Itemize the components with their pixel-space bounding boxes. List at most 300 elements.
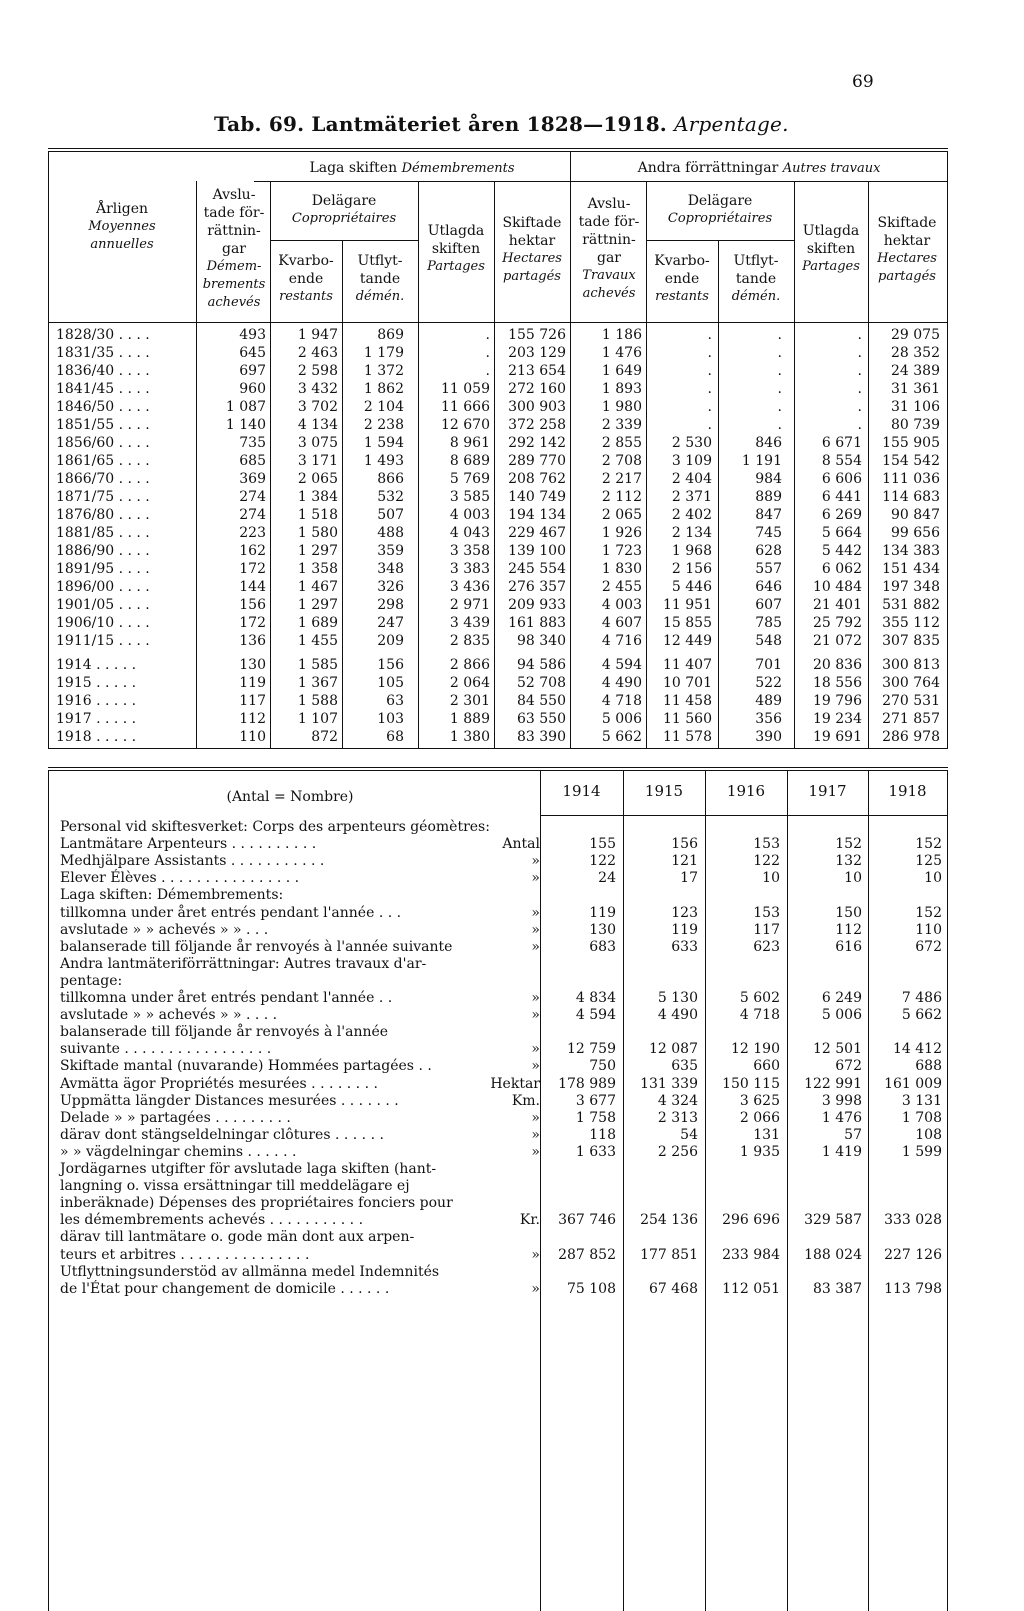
table-cell: 2 339 — [601, 417, 642, 433]
table-cell: 1 140 — [225, 417, 266, 433]
table-cell: 14 412 — [893, 1041, 942, 1058]
table-cell: 1 689 — [297, 615, 338, 631]
table-cell: 1 862 — [363, 381, 404, 397]
table-cell: 10 — [762, 870, 780, 887]
table-cell: 19 796 — [813, 693, 862, 709]
row-unit: Antal — [502, 836, 540, 853]
g2-skiftade-header: partagés — [878, 269, 936, 284]
table-cell: 531 882 — [882, 597, 940, 613]
table-cell: 20 836 — [813, 657, 862, 673]
g2-utlagda-header: Utlagda — [802, 223, 860, 239]
table-cell: 348 — [377, 561, 404, 577]
table-cell: 132 — [835, 853, 862, 870]
table-cell: 162 — [239, 543, 266, 559]
table-cell: 136 — [239, 633, 266, 649]
column-rule — [540, 771, 541, 1611]
table-cell: 11 059 — [441, 381, 490, 397]
table-cell: 623 — [753, 938, 780, 955]
g1-col1-header: brements — [202, 277, 266, 292]
table-cell: 4 834 — [575, 990, 616, 1006]
table-cell: 11 560 — [663, 711, 712, 727]
row-label: Medhjälpare Assistants . . . . . . . . . . . — [60, 853, 325, 870]
table-cell: 245 554 — [508, 561, 566, 577]
row-unit: Kr. — [519, 1212, 540, 1229]
table-cell: 24 — [598, 870, 616, 887]
table-cell: 122 — [753, 853, 780, 870]
table-cell: 17 — [680, 870, 698, 887]
table-cell: 356 — [755, 711, 782, 727]
table-cell: 150 — [835, 904, 862, 921]
table-cell: 21 401 — [813, 597, 862, 613]
table-cell: . — [485, 363, 490, 379]
table-cell: 522 — [755, 675, 782, 691]
column-rule — [48, 152, 49, 748]
g2-col1-header: achevés — [582, 286, 636, 301]
table-cell: 1 633 — [575, 1143, 616, 1160]
table-cell: 271 857 — [882, 711, 940, 727]
row-label: langning o. vissa ersättningar till meddelägare ej — [60, 1178, 410, 1195]
table-cell: 369 — [239, 471, 266, 487]
table-cell: 869 — [377, 327, 404, 343]
g2-skiftade-header: Hectares — [877, 251, 937, 266]
table-cell: 2 404 — [671, 471, 712, 487]
table-cell: 11 458 — [663, 693, 712, 709]
table-cell: 307 835 — [882, 633, 940, 649]
year-label: 1917 . . . . . — [56, 711, 137, 727]
table-cell: 1 372 — [363, 363, 404, 379]
table-cell: 333 028 — [884, 1212, 942, 1229]
table-cell: 11 407 — [663, 657, 712, 673]
row-unit: Km. — [511, 1092, 540, 1109]
table-cell: 2 866 — [449, 657, 490, 673]
table-cell: 3 702 — [297, 399, 338, 415]
table-cell: 130 — [589, 921, 616, 938]
table-cell: 117 — [239, 693, 266, 709]
year-label: 1918 . . . . . — [56, 729, 137, 745]
year-header: 1914 — [562, 782, 601, 800]
table-cell: 4 003 — [449, 507, 490, 523]
table-cell: 2 301 — [449, 693, 490, 709]
year-label: 1836/40 . . . . — [56, 363, 150, 379]
year-label: 1886/90 . . . . — [56, 543, 150, 559]
table-cell: 209 933 — [508, 597, 566, 613]
table-cell: 296 696 — [722, 1212, 780, 1229]
table-cell: 326 — [377, 579, 404, 595]
g2-kvarbo-header: restants — [655, 289, 709, 304]
table-cell: 685 — [239, 453, 266, 469]
g1-skiftade-header: Skiftade — [502, 215, 562, 231]
delagare1-rule — [270, 240, 418, 241]
group2-sv: Andra förrättningar — [637, 160, 779, 176]
row-unit: » — [531, 1246, 540, 1263]
g1-utlagda-header: Utlagda — [427, 223, 485, 239]
table-cell: 660 — [753, 1058, 780, 1075]
table-cell: 2 066 — [739, 1109, 780, 1126]
table-cell: 1 297 — [297, 597, 338, 613]
table-cell: 2 064 — [449, 675, 490, 691]
table-cell: 10 701 — [663, 675, 712, 691]
table-cell: 2 134 — [671, 525, 712, 541]
table-cell: . — [707, 363, 712, 379]
table-cell: 532 — [377, 489, 404, 505]
table-cell: 2 112 — [601, 489, 642, 505]
g2-kvarbo-header: ende — [664, 271, 700, 287]
title-french: Arpentage. — [674, 112, 789, 136]
table-cell: 1 518 — [297, 507, 338, 523]
row-label: Avmätta ägor Propriétés mesurées . . . . . . . . — [60, 1075, 378, 1092]
row-label: Laga skiften: Démembrements: — [60, 887, 284, 904]
g2-col1-header: Avslu- — [587, 196, 631, 212]
row-unit: » — [531, 1007, 540, 1024]
table-cell: 112 — [835, 921, 862, 938]
table-cell: 209 — [377, 633, 404, 649]
table-cell: 750 — [589, 1058, 616, 1075]
row-unit: » — [531, 1143, 540, 1160]
year-label: 1861/65 . . . . — [56, 453, 150, 469]
row-label: Elever Élèves . . . . . . . . . . . . . . . . — [60, 870, 300, 887]
table-cell: 11 666 — [441, 399, 490, 415]
table-cell: 3 131 — [901, 1092, 942, 1109]
table-cell: 548 — [755, 633, 782, 649]
table-cell: 984 — [755, 471, 782, 487]
year-label: 1876/80 . . . . — [56, 507, 150, 523]
table-cell: 1 594 — [363, 435, 404, 451]
row-label: Personal vid skiftesverket: Corps des arpenteurs géomètres: — [60, 819, 490, 835]
table-cell: 2 313 — [657, 1109, 698, 1126]
table-cell: 2 402 — [671, 507, 712, 523]
table-cell: 11 951 — [663, 597, 712, 613]
table-cell: . — [777, 399, 782, 415]
table-cell: . — [857, 363, 862, 379]
table-cell: 28 352 — [891, 345, 940, 361]
table-cell: 1 367 — [297, 675, 338, 691]
table-cell: 12 087 — [649, 1041, 698, 1058]
g1-col1-header: Avslu- — [212, 187, 256, 203]
year-label: 1906/10 . . . . — [56, 615, 150, 631]
table-cell: 3 439 — [449, 615, 490, 631]
g1-col1-header: achevés — [207, 295, 261, 310]
table-cell: 2 598 — [297, 363, 338, 379]
table-cell: 960 — [239, 381, 266, 397]
table-cell: 227 126 — [884, 1246, 942, 1263]
table-cell: 156 — [671, 836, 698, 853]
header-bottom-rule — [48, 322, 948, 323]
stub-header: annuelles — [90, 237, 154, 252]
year-label: 1881/85 . . . . — [56, 525, 150, 541]
column-rule — [623, 771, 624, 1611]
table-cell: 1 419 — [821, 1143, 862, 1160]
table-cell: 1 107 — [297, 711, 338, 727]
table-cell: 4 134 — [297, 417, 338, 433]
table-cell: 31 106 — [891, 399, 940, 415]
row-label: suivante . . . . . . . . . . . . . . . . . — [60, 1041, 272, 1058]
table-cell: 489 — [755, 693, 782, 709]
table-cell: 1 758 — [575, 1109, 616, 1126]
table-cell: 223 — [239, 525, 266, 541]
table-cell: 1 830 — [601, 561, 642, 577]
table-cell: 287 852 — [558, 1246, 616, 1263]
table-cell: 63 — [386, 693, 404, 709]
row-label: de l'État pour changement de domicile . . . . . . — [60, 1280, 390, 1297]
table-cell: 119 — [589, 904, 616, 921]
table-cell: 1 893 — [601, 381, 642, 397]
table-cell: 2 217 — [601, 471, 642, 487]
row-label: därav till lantmätare o. gode män dont aux arpen- — [60, 1229, 415, 1246]
table-cell: 108 — [915, 1126, 942, 1143]
g1-col1-header: Démem- — [206, 259, 262, 274]
g2-skiftade-header: Skiftade — [877, 215, 937, 231]
row-label: balanserade till följande år renvoyés à l'année suivante — [60, 938, 453, 955]
table-cell: 1 723 — [601, 543, 642, 559]
group2-header — [571, 159, 947, 178]
row-label: pentage: — [60, 972, 123, 989]
table-cell: 21 072 — [813, 633, 862, 649]
table-cell: 289 770 — [508, 453, 566, 469]
table-cell: 1 476 — [601, 345, 642, 361]
g2-col1-header: rättnin- — [582, 232, 636, 248]
table-cell: 3 383 — [449, 561, 490, 577]
table-cell: 152 — [835, 836, 862, 853]
g2-utflyt-header: tande — [735, 271, 777, 287]
row-unit: » — [531, 853, 540, 870]
row-unit: » — [531, 938, 540, 955]
g1-utflyt-header: Utflyt- — [357, 253, 403, 269]
table-cell: 4 003 — [601, 597, 642, 613]
table-cell: 10 — [844, 870, 862, 887]
table-cell: . — [857, 327, 862, 343]
table-cell: 2 104 — [363, 399, 404, 415]
table-cell: 5 662 — [601, 729, 642, 745]
table-cell: 177 851 — [640, 1246, 698, 1263]
row-label: » » vägdelningar chemins . . . . . . — [60, 1143, 297, 1160]
table-cell: 3 585 — [449, 489, 490, 505]
table-cell: 616 — [835, 938, 862, 955]
table-cell: 847 — [755, 507, 782, 523]
table-cell: 6 671 — [821, 435, 862, 451]
table-cell: 1 380 — [449, 729, 490, 745]
year-header: 1918 — [888, 782, 927, 800]
row-unit: Hektar — [490, 1075, 540, 1092]
table-cell: 2 463 — [297, 345, 338, 361]
table-cell: 4 043 — [449, 525, 490, 541]
table-cell: 3 358 — [449, 543, 490, 559]
table-cell: 2 065 — [297, 471, 338, 487]
table-cell: 3 171 — [297, 453, 338, 469]
row-label: tillkomna under året entrés pendant l'année . . — [60, 990, 393, 1006]
table-cell: 270 531 — [882, 693, 940, 709]
table-cell: 12 190 — [731, 1041, 780, 1058]
table-cell: 254 136 — [640, 1212, 698, 1229]
table-cell: 119 — [239, 675, 266, 691]
table-cell: 1 455 — [297, 633, 338, 649]
year-label: 1866/70 . . . . — [56, 471, 150, 487]
table-cell: 98 340 — [517, 633, 566, 649]
table-cell: 286 978 — [882, 729, 940, 745]
table-cell: 1 179 — [363, 345, 404, 361]
table-cell: 4 718 — [739, 1007, 780, 1024]
table-cell: 300 903 — [508, 399, 566, 415]
table-cell: 329 587 — [804, 1212, 862, 1229]
table-cell: 3 436 — [449, 579, 490, 595]
table-cell: 607 — [755, 597, 782, 613]
table-cell: 12 670 — [441, 417, 490, 433]
table-cell: 2 835 — [449, 633, 490, 649]
table-cell: 105 — [377, 675, 404, 691]
table-cell: . — [777, 327, 782, 343]
table-cell: 110 — [239, 729, 266, 745]
table-cell: 359 — [377, 543, 404, 559]
table-cell: 139 100 — [508, 543, 566, 559]
table-cell: 130 — [239, 657, 266, 673]
table-cell: 1 297 — [297, 543, 338, 559]
table-cell: 140 749 — [508, 489, 566, 505]
table-cell: . — [777, 363, 782, 379]
table-cell: 3 677 — [575, 1092, 616, 1109]
table-cell: 112 — [239, 711, 266, 727]
year-label: 1916 . . . . . — [56, 693, 137, 709]
group2-rule — [571, 181, 947, 182]
table-cell: 1 968 — [671, 543, 712, 559]
column-rule — [705, 771, 706, 1611]
table-cell: 57 — [844, 1126, 862, 1143]
table-cell: 123 — [671, 904, 698, 921]
row-label: Skiftade mantal (nuvarande) Hommées partagées . . — [60, 1058, 432, 1075]
table-cell: 161 009 — [884, 1075, 942, 1092]
table-cell: 15 855 — [663, 615, 712, 631]
table-cell: 2 256 — [657, 1143, 698, 1160]
g2-col1-header: Travaux — [582, 268, 636, 283]
table-cell: 1 708 — [901, 1109, 942, 1126]
year-label: 1828/30 . . . . — [56, 327, 150, 343]
table-cell: 12 759 — [567, 1041, 616, 1058]
year-label: 1871/75 . . . . — [56, 489, 150, 505]
year-label: 1891/95 . . . . — [56, 561, 150, 577]
table-cell: 300 813 — [882, 657, 940, 673]
g1-delagare-header: Delägare — [311, 193, 377, 209]
row-label: Lantmätare Arpenteurs . . . . . . . . . . — [60, 836, 317, 853]
table-cell: 5 006 — [821, 1007, 862, 1024]
table-cell: 1 358 — [297, 561, 338, 577]
row-unit: » — [531, 921, 540, 938]
g1-col1-header: gar — [221, 241, 246, 257]
table-cell: 683 — [589, 938, 616, 955]
row-label: Utflyttningsunderstöd av allmänna medel Indemnités — [60, 1263, 440, 1280]
year-header: 1915 — [644, 782, 684, 800]
row-label: avslutade » » achevés » » . . . — [60, 921, 269, 938]
table-top-rule-2 — [48, 151, 948, 152]
table-cell: 672 — [835, 1058, 862, 1075]
g1-skiftade-header: Hectares — [502, 251, 562, 266]
row-unit: » — [531, 1280, 540, 1297]
year-label: 1901/05 . . . . — [56, 597, 150, 613]
table-cell: 172 — [239, 615, 266, 631]
table-cell: 635 — [671, 1058, 698, 1075]
g1-col1-header: tade för- — [203, 205, 265, 221]
table-cell: 84 550 — [517, 693, 566, 709]
table-cell: 63 550 — [517, 711, 566, 727]
g1-kvarbo-header: restants — [279, 289, 333, 304]
table-cell: 5 006 — [601, 711, 642, 727]
table-cell: 117 — [753, 921, 780, 938]
year-label: 1914 . . . . . — [56, 657, 137, 673]
table-cell: 2 156 — [671, 561, 712, 577]
table-cell: 4 716 — [601, 633, 642, 649]
table-cell: 557 — [755, 561, 782, 577]
table-cell: . — [857, 381, 862, 397]
table-cell: 67 468 — [649, 1280, 698, 1297]
g2-col1-header: tade för- — [578, 214, 640, 230]
table-cell: 121 — [671, 853, 698, 870]
column-rule — [868, 771, 869, 1611]
table-cell: 203 129 — [508, 345, 566, 361]
table-cell: 68 — [386, 729, 404, 745]
table-cell: 8 689 — [449, 453, 490, 469]
table-cell: . — [485, 327, 490, 343]
table-cell: 83 390 — [517, 729, 566, 745]
row-label: Delade » » partagées . . . . . . . . . — [60, 1109, 291, 1126]
table-cell: 94 586 — [517, 657, 566, 673]
table-cell: 10 484 — [813, 579, 862, 595]
g2-utflyt-header: démén. — [731, 289, 781, 304]
table-cell: 1 191 — [741, 453, 782, 469]
table-cell: . — [707, 327, 712, 343]
page-title — [214, 112, 789, 136]
year-label: 1915 . . . . . — [56, 675, 137, 691]
row-label: les démembrements achevés . . . . . . . . . . . — [60, 1212, 364, 1229]
table-cell: 80 739 — [891, 417, 940, 433]
table-cell: 75 108 — [567, 1280, 616, 1297]
table-cell: . — [707, 381, 712, 397]
table-cell: 1 493 — [363, 453, 404, 469]
table-cell: 208 762 — [508, 471, 566, 487]
table-cell: . — [485, 345, 490, 361]
table-cell: 889 — [755, 489, 782, 505]
table-cell: 19 234 — [813, 711, 862, 727]
table-cell: 785 — [755, 615, 782, 631]
table-cell: 122 — [589, 853, 616, 870]
table-cell: 1 649 — [601, 363, 642, 379]
table-cell: 194 134 — [508, 507, 566, 523]
table-cell: 113 798 — [884, 1280, 942, 1297]
table-cell: 272 160 — [508, 381, 566, 397]
row-label: Andra lantmäteriförrättningar: Autres travaux d'ar- — [60, 955, 427, 972]
g2-delagare-header: Delägare — [687, 193, 753, 209]
table-cell: 1 588 — [297, 693, 338, 709]
table-cell: 154 542 — [882, 453, 940, 469]
table-cell: 12 449 — [663, 633, 712, 649]
table-cell: 3 109 — [671, 453, 712, 469]
table-cell: 372 258 — [508, 417, 566, 433]
table-cell: 628 — [755, 543, 782, 559]
table-cell: 3 075 — [297, 435, 338, 451]
table-cell: 493 — [239, 327, 266, 343]
table-cell: 298 — [377, 597, 404, 613]
row-label: teurs et arbitres . . . . . . . . . . . . . . . — [60, 1246, 310, 1263]
table-cell: 6 269 — [821, 507, 862, 523]
table-cell: 4 594 — [601, 657, 642, 673]
table-cell: 3 998 — [821, 1092, 862, 1109]
year-label: 1841/45 . . . . — [56, 381, 150, 397]
lower-top-rule-2 — [48, 770, 948, 771]
table-cell: 178 989 — [558, 1075, 616, 1092]
table-cell: 24 389 — [891, 363, 940, 379]
g1-skiftade-header: partagés — [503, 269, 561, 284]
row-unit: » — [531, 904, 540, 921]
table-cell: 4 490 — [601, 675, 642, 691]
table-cell: . — [777, 345, 782, 361]
table-cell: 119 — [671, 921, 698, 938]
table-cell: 90 847 — [891, 507, 940, 523]
